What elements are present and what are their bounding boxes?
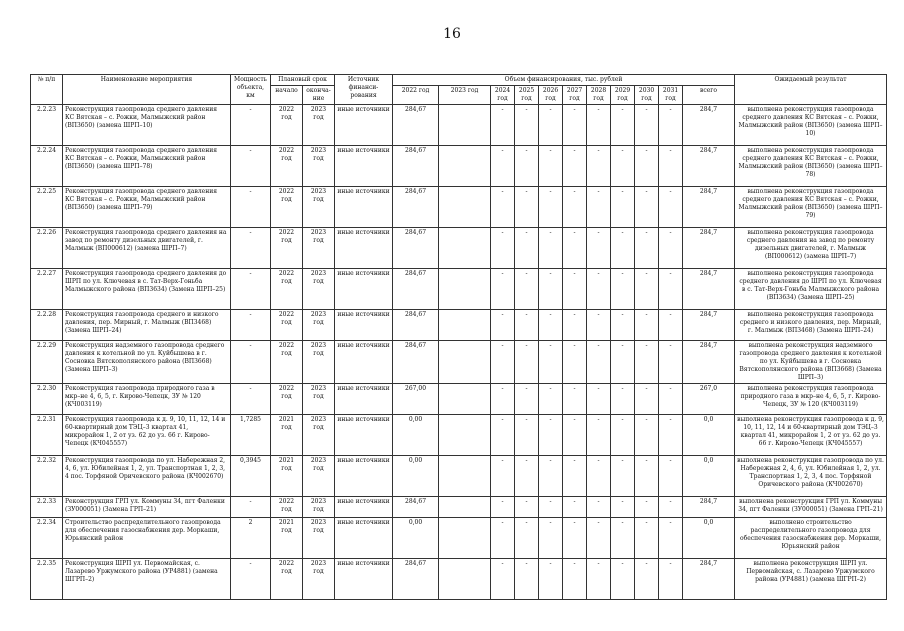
row-result: выполнена реконструкция газопровода среднего давления до ШРП по ул. Ключевая в с. Тат-Верх-Гоньба Малмыжского района (ВП3634) (Замена ШРП–25) — [735, 269, 887, 310]
row-2024: - — [491, 518, 515, 559]
row-2031: - — [659, 559, 683, 600]
row-name: Реконструкция газопровода среднего давления на завод по ремонту дизельных двигателей, г. Малмыж (ВП000612) (замена ШРП–7) — [63, 228, 231, 269]
row-end: 2023 год — [303, 228, 335, 269]
row-end: 2023 год — [303, 269, 335, 310]
header-num: № п/п — [31, 75, 63, 105]
row-2030: - — [635, 310, 659, 341]
funding-table — [30, 74, 887, 600]
page-number: 16 — [443, 26, 461, 42]
table-row — [31, 146, 887, 187]
table-row — [31, 228, 887, 269]
row-name: Реконструкция газопровода среднего давления КС Вятская – с. Рожки, Малмыжский район (ВП3650) (замена ШРП–78) — [63, 146, 231, 187]
row-num: 2.2.31 — [31, 415, 63, 456]
row-2029: - — [611, 518, 635, 559]
row-2029: - — [611, 415, 635, 456]
row-2026: - — [539, 456, 563, 497]
header-year: 2024 год — [491, 86, 515, 105]
row-2028: - — [587, 497, 611, 518]
row-2025: - — [515, 105, 539, 146]
row-start: 2021 год — [271, 518, 303, 559]
table-row — [31, 341, 887, 384]
row-2030: - — [635, 228, 659, 269]
row-name: Реконструкция надземного газопровода среднего давления к котельной по ул. Куйбышева в г. Сосновка Вятскополянского района (ВП3668) (Замена ШРП–3) — [63, 341, 231, 384]
row-end: 2023 год — [303, 146, 335, 187]
row-2029: - — [611, 105, 635, 146]
row-2024: - — [491, 341, 515, 384]
row-2028: - — [587, 384, 611, 415]
row-2029: - — [611, 269, 635, 310]
row-2024: - — [491, 384, 515, 415]
row-start: 2022 год — [271, 228, 303, 269]
row-2028: - — [587, 456, 611, 497]
header-year: 2029 год — [611, 86, 635, 105]
row-result: выполнена реконструкция газопровода к д. 9, 10, 11, 12, 14 и 60-квартирный дом ТЭЦ–3 квартал 41, микрорайон 1, 2 от уз. 62 до уз. 66 г. Кирово-Чепецк (КЧ045557) — [735, 415, 887, 456]
row-capacity: - — [231, 228, 271, 269]
row-2027: - — [563, 497, 587, 518]
header-year: 2027 год — [563, 86, 587, 105]
header-result: Ожидаемый результат — [735, 75, 887, 105]
row-2022: 284,67 — [393, 559, 439, 600]
row-2029: - — [611, 456, 635, 497]
row-2022: 0,00 — [393, 415, 439, 456]
row-name: Реконструкция газопровода среднего и низкого давления, пер. Мирный, г. Малмыж (ВП3468) (Замена ШРП–24) — [63, 310, 231, 341]
row-2027: - — [563, 187, 587, 228]
row-source: иные источники — [335, 384, 393, 415]
row-name: Реконструкция газопровода среднего давления КС Вятская – с. Рожки, Малмыжский район (ВП3650) (замена ШРП–10) — [63, 105, 231, 146]
row-total: 0,0 — [683, 518, 735, 559]
row-capacity: - — [231, 310, 271, 341]
row-capacity: - — [231, 269, 271, 310]
header-year: 2031 год — [659, 86, 683, 105]
row-2028: - — [587, 146, 611, 187]
row-result: выполнена реконструкция газопровода среднего и низкого давления, пер. Мирный, г. Малмыж (ВП3468) (Замена ШРП–24) — [735, 310, 887, 341]
table-row — [31, 187, 887, 228]
row-2028: - — [587, 228, 611, 269]
row-2023 — [439, 341, 491, 384]
row-2024: - — [491, 105, 515, 146]
row-2028: - — [587, 187, 611, 228]
row-capacity: - — [231, 384, 271, 415]
row-result: выполнена реконструкция газопровода по ул. Набережная 2, 4, 6, ул. Юбилейная 1, 2, ул. Транспортная 1, 2, 3, 4 пос. Торфяной Оричевского района (КЧ002670) — [735, 456, 887, 497]
row-2031: - — [659, 146, 683, 187]
row-2028: - — [587, 415, 611, 456]
row-2025: - — [515, 146, 539, 187]
row-2022: 284,67 — [393, 497, 439, 518]
row-total: 284,7 — [683, 497, 735, 518]
row-total: 284,7 — [683, 228, 735, 269]
row-2023 — [439, 228, 491, 269]
row-end: 2023 год — [303, 187, 335, 228]
row-2025: - — [515, 415, 539, 456]
row-name: Реконструкция ГРП ул. Коммуны 34, пгт Фаленки (ЗУ000051) (Замена ГРП–21) — [63, 497, 231, 518]
row-capacity: 1,7285 — [231, 415, 271, 456]
row-result: выполнена реконструкция ШРП ул. Первомайская, с. Лазарево Уржумского района (УР4881) (замена ШГРП–2) — [735, 559, 887, 600]
row-num: 2.2.28 — [31, 310, 63, 341]
table-header — [31, 75, 887, 105]
row-source: иные источники — [335, 518, 393, 559]
row-capacity: - — [231, 105, 271, 146]
row-source: иные источники — [335, 456, 393, 497]
row-capacity: - — [231, 146, 271, 187]
row-2026: - — [539, 384, 563, 415]
row-2028: - — [587, 518, 611, 559]
row-2022: 284,67 — [393, 269, 439, 310]
row-result: выполнено строительство распределительного газопровода для обеспечения газоснабжения дер. Моркаши, Юрьянский район — [735, 518, 887, 559]
row-2031: - — [659, 518, 683, 559]
row-2025: - — [515, 310, 539, 341]
row-2027: - — [563, 341, 587, 384]
row-2024: - — [491, 269, 515, 310]
row-name: Реконструкция газопровода по ул. Набережная 2, 4, 6, ул. Юбилейная 1, 2, ул. Транспортная 1, 2, 3, 4 пос. Торфяной Оричевского района (КЧ002670) — [63, 456, 231, 497]
row-total: 0,0 — [683, 456, 735, 497]
row-num: 2.2.34 — [31, 518, 63, 559]
row-source: иные источники — [335, 146, 393, 187]
row-2023 — [439, 146, 491, 187]
row-result: выполнена реконструкция надземного газопровода среднего давления к котельной по ул. Куйбышева в г. Сосновка Вятскополянского района (ВП3668) (Замена ШРП–3) — [735, 341, 887, 384]
row-num: 2.2.26 — [31, 228, 63, 269]
header-year: 2025 год — [515, 86, 539, 105]
row-start: 2022 год — [271, 497, 303, 518]
row-2022: 284,67 — [393, 310, 439, 341]
row-2027: - — [563, 105, 587, 146]
row-start: 2022 год — [271, 187, 303, 228]
row-2025: - — [515, 187, 539, 228]
header-year: 2023 год — [439, 86, 491, 105]
row-2023 — [439, 497, 491, 518]
row-2025: - — [515, 228, 539, 269]
row-name: Реконструкция газопровода природного газа в мкр–не 4, 6, 5, г. Кирово-Чепецк, ЗУ № 120 (КЧ003119) — [63, 384, 231, 415]
row-source: иные источники — [335, 310, 393, 341]
row-2030: - — [635, 187, 659, 228]
row-2029: - — [611, 228, 635, 269]
row-2025: - — [515, 559, 539, 600]
row-2024: - — [491, 228, 515, 269]
row-2022: 267,00 — [393, 384, 439, 415]
row-end: 2023 год — [303, 105, 335, 146]
row-2030: - — [635, 269, 659, 310]
row-2030: - — [635, 384, 659, 415]
row-result: выполнена реконструкция газопровода природного газа в мкр–не 4, 6, 5, г. Кирово-Чепецк, ЗУ № 120 (КЧ003119) — [735, 384, 887, 415]
row-2031: - — [659, 341, 683, 384]
row-num: 2.2.27 — [31, 269, 63, 310]
row-2027: - — [563, 559, 587, 600]
row-2029: - — [611, 146, 635, 187]
row-name: Реконструкция газопровода к д. 9, 10, 11, 12, 14 и 60-квартирный дом ТЭЦ–3 квартал 41, микрорайон 1, 2 от уз. 62 до уз. 66 г. Кирово-Чепецк (КЧ045557) — [63, 415, 231, 456]
row-total: 284,7 — [683, 341, 735, 384]
row-result: выполнена реконструкция ГРП ул. Коммуны 34, пгт Фаленки (ЗУ000051) (Замена ГРП–21) — [735, 497, 887, 518]
row-result: выполнена реконструкция газопровода среднего давления КС Вятская – с. Рожки, Малмыжский район (ВП3650) (замена ШРП–79) — [735, 187, 887, 228]
row-2030: - — [635, 518, 659, 559]
row-start: 2022 год — [271, 105, 303, 146]
row-total: 267,0 — [683, 384, 735, 415]
row-capacity: 0,3945 — [231, 456, 271, 497]
row-2026: - — [539, 228, 563, 269]
row-2028: - — [587, 310, 611, 341]
row-2022: 284,67 — [393, 146, 439, 187]
row-start: 2021 год — [271, 415, 303, 456]
table-row — [31, 415, 887, 456]
row-2022: 284,67 — [393, 228, 439, 269]
row-num: 2.2.30 — [31, 384, 63, 415]
row-2030: - — [635, 415, 659, 456]
row-2025: - — [515, 384, 539, 415]
row-2023 — [439, 518, 491, 559]
row-2024: - — [491, 456, 515, 497]
header-year: 2026 год — [539, 86, 563, 105]
row-2031: - — [659, 269, 683, 310]
row-2029: - — [611, 497, 635, 518]
row-2024: - — [491, 415, 515, 456]
row-end: 2023 год — [303, 415, 335, 456]
row-2027: - — [563, 415, 587, 456]
row-2022: 284,67 — [393, 105, 439, 146]
row-capacity: - — [231, 341, 271, 384]
row-2025: - — [515, 269, 539, 310]
row-2026: - — [539, 559, 563, 600]
table-body — [31, 105, 887, 600]
table-row — [31, 269, 887, 310]
row-end: 2023 год — [303, 310, 335, 341]
row-2022: 0,00 — [393, 456, 439, 497]
row-2025: - — [515, 518, 539, 559]
row-2030: - — [635, 559, 659, 600]
row-total: 284,7 — [683, 105, 735, 146]
row-2022: 284,67 — [393, 341, 439, 384]
row-2024: - — [491, 146, 515, 187]
row-source: иные источники — [335, 187, 393, 228]
row-2023 — [439, 310, 491, 341]
row-name: Строительство распределительного газопровода для обеспечения газоснабжения дер. Моркаши, Юрьянский район — [63, 518, 231, 559]
row-2026: - — [539, 415, 563, 456]
header-year: 2030 год — [635, 86, 659, 105]
row-end: 2023 год — [303, 497, 335, 518]
table-row — [31, 384, 887, 415]
row-start: 2022 год — [271, 310, 303, 341]
row-2029: - — [611, 384, 635, 415]
row-2025: - — [515, 341, 539, 384]
row-num: 2.2.35 — [31, 559, 63, 600]
table-row — [31, 310, 887, 341]
row-num: 2.2.23 — [31, 105, 63, 146]
row-num: 2.2.29 — [31, 341, 63, 384]
table-row — [31, 456, 887, 497]
row-source: иные источники — [335, 228, 393, 269]
row-2022: 284,67 — [393, 187, 439, 228]
row-2031: - — [659, 228, 683, 269]
row-num: 2.2.32 — [31, 456, 63, 497]
row-start: 2022 год — [271, 559, 303, 600]
row-num: 2.2.24 — [31, 146, 63, 187]
table-row — [31, 497, 887, 518]
row-2031: - — [659, 187, 683, 228]
header-year: 2022 год — [393, 86, 439, 105]
row-2024: - — [491, 559, 515, 600]
row-result: выполнена реконструкция газопровода среднего давления КС Вятская – с. Рожки, Малмыжский район (ВП3650) (замена ШРП–78) — [735, 146, 887, 187]
row-start: 2022 год — [271, 269, 303, 310]
row-end: 2023 год — [303, 341, 335, 384]
row-2030: - — [635, 146, 659, 187]
row-2031: - — [659, 497, 683, 518]
row-source: иные источники — [335, 559, 393, 600]
row-2024: - — [491, 497, 515, 518]
row-2031: - — [659, 384, 683, 415]
table-row — [31, 105, 887, 146]
table-row — [31, 559, 887, 600]
row-2026: - — [539, 310, 563, 341]
table-row — [31, 518, 887, 559]
row-start: 2022 год — [271, 384, 303, 415]
header-end: оконча-ние — [303, 86, 335, 105]
row-capacity: - — [231, 187, 271, 228]
row-2023 — [439, 559, 491, 600]
row-2025: - — [515, 497, 539, 518]
row-2027: - — [563, 384, 587, 415]
row-2024: - — [491, 310, 515, 341]
row-2023 — [439, 187, 491, 228]
row-2023 — [439, 105, 491, 146]
row-2023 — [439, 269, 491, 310]
row-total: 284,7 — [683, 310, 735, 341]
row-2027: - — [563, 269, 587, 310]
row-start: 2022 год — [271, 341, 303, 384]
header-start: начало — [271, 86, 303, 105]
row-source: иные источники — [335, 105, 393, 146]
row-2029: - — [611, 310, 635, 341]
row-source: иные источники — [335, 415, 393, 456]
row-2031: - — [659, 105, 683, 146]
row-num: 2.2.33 — [31, 497, 63, 518]
row-end: 2023 год — [303, 518, 335, 559]
row-2023 — [439, 456, 491, 497]
row-2027: - — [563, 310, 587, 341]
header-source: Источник финанси-рования — [335, 75, 393, 105]
row-capacity: - — [231, 497, 271, 518]
row-name: Реконструкция ШРП ул. Первомайская, с. Лазарево Уржумского района (УР4881) (замена ШГРП–2) — [63, 559, 231, 600]
header-capacity: Мощность объекта, км — [231, 75, 271, 105]
row-2028: - — [587, 341, 611, 384]
row-source: иные источники — [335, 341, 393, 384]
row-start: 2022 год — [271, 146, 303, 187]
row-result: выполнена реконструкция газопровода среднего давления КС Вятская – с. Рожки, Малмыжский район (ВП3650) (замена ШРП–10) — [735, 105, 887, 146]
row-2027: - — [563, 228, 587, 269]
row-2028: - — [587, 105, 611, 146]
row-source: иные источники — [335, 269, 393, 310]
row-total: 284,7 — [683, 146, 735, 187]
row-2029: - — [611, 341, 635, 384]
row-2031: - — [659, 310, 683, 341]
row-capacity: 2 — [231, 518, 271, 559]
row-2031: - — [659, 456, 683, 497]
row-total: 284,7 — [683, 559, 735, 600]
row-2031: - — [659, 415, 683, 456]
row-capacity: - — [231, 559, 271, 600]
row-2024: - — [491, 187, 515, 228]
row-2022: 0,00 — [393, 518, 439, 559]
header-total: всего — [683, 86, 735, 105]
row-name: Реконструкция газопровода среднего давления КС Вятская – с. Рожки, Малмыжский район (ВП3650) (замена ШРП–79) — [63, 187, 231, 228]
row-2027: - — [563, 456, 587, 497]
row-2026: - — [539, 187, 563, 228]
row-2026: - — [539, 269, 563, 310]
row-2027: - — [563, 518, 587, 559]
row-2029: - — [611, 187, 635, 228]
header-funding: Объем финансирования, тыс. рублей — [393, 75, 735, 86]
row-2023 — [439, 384, 491, 415]
row-2025: - — [515, 456, 539, 497]
row-end: 2023 год — [303, 456, 335, 497]
header-year: 2028 год — [587, 86, 611, 105]
row-total: 284,7 — [683, 187, 735, 228]
row-name: Реконструкция газопровода среднего давления до ШРП по ул. Ключевая в с. Тат-Верх-Гоньба Малмыжского района (ВП3634) (Замена ШРП–25) — [63, 269, 231, 310]
header-name: Наименование мероприятия — [63, 75, 231, 105]
row-2026: - — [539, 518, 563, 559]
row-2027: - — [563, 146, 587, 187]
row-source: иные источники — [335, 497, 393, 518]
row-2030: - — [635, 497, 659, 518]
row-2028: - — [587, 269, 611, 310]
row-num: 2.2.25 — [31, 187, 63, 228]
row-2023 — [439, 415, 491, 456]
row-2026: - — [539, 146, 563, 187]
row-2030: - — [635, 341, 659, 384]
row-2029: - — [611, 559, 635, 600]
row-total: 0,0 — [683, 415, 735, 456]
header-planned-period: Плановый срок — [271, 75, 335, 86]
row-end: 2023 год — [303, 559, 335, 600]
row-2026: - — [539, 105, 563, 146]
row-2026: - — [539, 497, 563, 518]
row-end: 2023 год — [303, 384, 335, 415]
row-total: 284,7 — [683, 269, 735, 310]
row-2030: - — [635, 456, 659, 497]
row-start: 2021 год — [271, 456, 303, 497]
row-2028: - — [587, 559, 611, 600]
row-2030: - — [635, 105, 659, 146]
row-2026: - — [539, 341, 563, 384]
row-result: выполнена реконструкция газопровода среднего давления на завод по ремонту дизельных двигателей, г. Малмыж (ВП000612) (замена ШРП–7) — [735, 228, 887, 269]
